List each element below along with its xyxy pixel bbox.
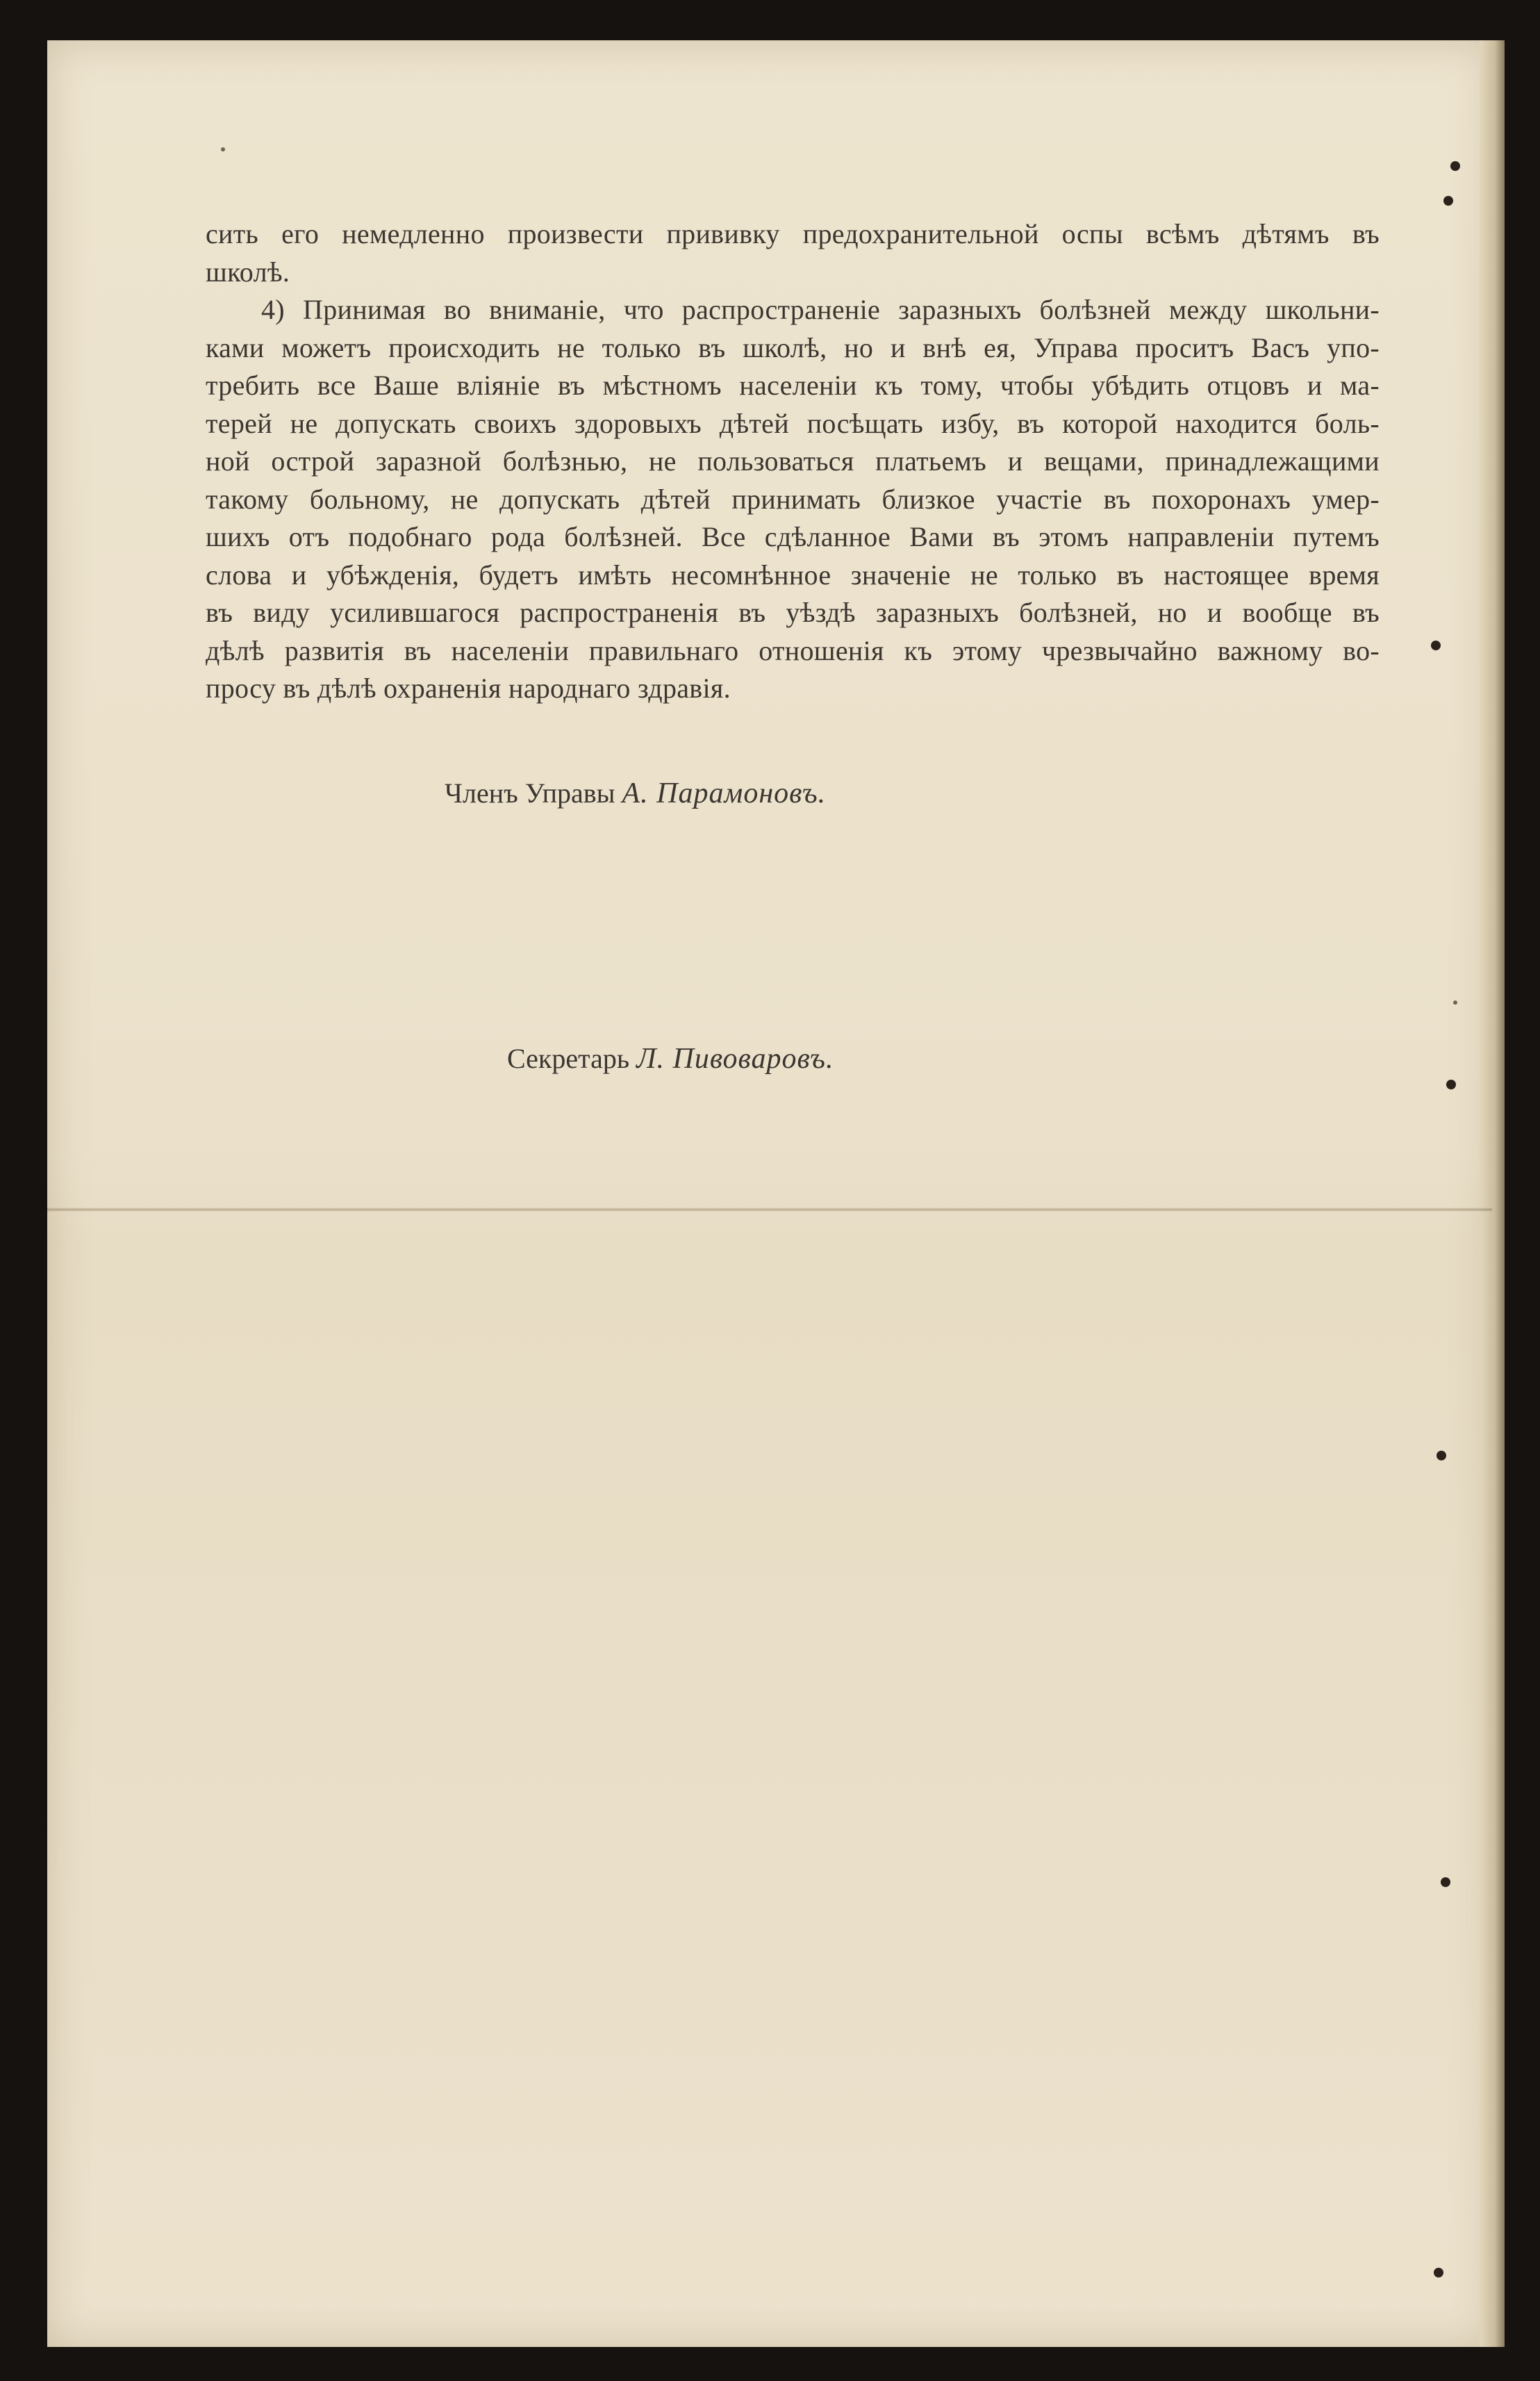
secretary-name: Л. Пивоваровъ. [636,1043,834,1075]
text-line: въ виду усилившагося распространенія въ уѣздѣ заразныхъ болѣзней, но и вообще въ [206,597,1380,628]
member-signature [445,777,826,810]
secretary-signature [507,1042,834,1076]
text-line: ной острой заразной болѣзнью, не пользоваться платьемъ и вещами, принадлежащими [206,445,1380,477]
paper-speck [221,147,225,151]
letter-body [206,215,1380,708]
member-title: Членъ Управы [445,777,615,809]
secretary-title: Секретарь [507,1043,630,1074]
text-line: 4) Принимая во вниманіе, что распространеніе заразныхъ болѣзней между школьни- [261,294,1380,325]
paper-fold-line [47,1208,1492,1212]
text-line: слова и убѣжденія, будетъ имѣть несомнѣнное значеніе не только въ настоящее время [206,559,1380,591]
text-line: требить все Ваше вліяніе въ мѣстномъ населеніи къ тому, чтобы убѣдить отцовъ и ма- [206,370,1380,401]
paper-right-edge [1480,40,1505,2347]
text-line: дѣлѣ развитія въ населеніи правильнаго отношенія къ этому чрезвычайно важному во- [206,634,1380,666]
text-line: шихъ отъ подобнаго рода болѣзней. Все сдѣланное Вами въ этомъ направленіи путемъ [206,521,1380,552]
punch-hole-mark [1443,196,1453,206]
punch-hole-mark [1436,1451,1446,1460]
text-line: ками можетъ происходить не только въ школѣ, но и внѣ ея, Управа проситъ Васъ упо- [206,331,1380,363]
punch-hole-mark [1431,641,1441,650]
text-line: школѣ. [206,256,290,288]
member-name: А. Парамоновъ. [622,777,827,809]
text-line: сить его немедленно произвести прививку предохранительной оспы всѣмъ дѣтямъ въ [206,218,1380,249]
punch-hole-mark [1441,1877,1450,1887]
paper-speck [1453,1000,1457,1005]
punch-hole-mark [1450,161,1460,171]
punch-hole-mark [1434,2268,1443,2277]
text-line: такому больному, не допускать дѣтей принимать близкое участіе въ похоронахъ умер- [206,483,1380,515]
text-line: терей не допускать своихъ здоровыхъ дѣтей посѣщать избу, въ которой находится боль- [206,407,1380,439]
punch-hole-mark [1446,1080,1456,1089]
text-line: просу въ дѣлѣ охраненія народнаго здравія. [206,673,731,704]
